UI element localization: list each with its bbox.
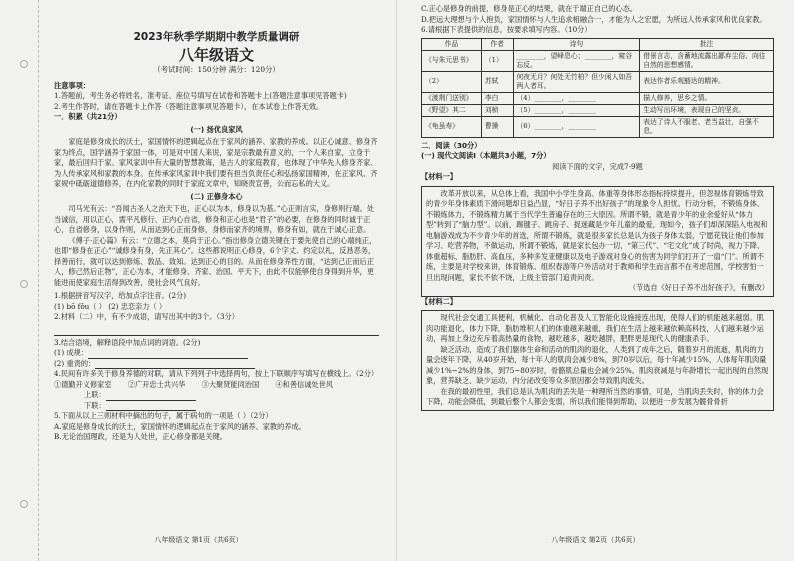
- option-c[interactable]: C.正心是修身的前提，修身是正心的结果，就在于端正自己的心态。: [421, 4, 637, 13]
- part-title: (二) 正修身本心: [190, 191, 243, 201]
- table-cell[interactable]: （6）________，________: [513, 116, 640, 137]
- table-row: [422, 116, 774, 137]
- material-title: 【材料二】: [421, 296, 457, 306]
- reading-heading: (一) 现代文阅读Ⅰ（本题共3小题，7分）: [421, 151, 551, 160]
- passage-text: 司马光有云：“吾闻古圣人之治天下也，正心以为本，修身以为基。”心正则言实，身修则行端。处当诚信，用以正心，需平凡修行、正内心自省，修身和正心也是“君子”的必要，在修身的同时诚于正心，自省修身，以身作则，从而达到心正而身修，身修而家齐的境界，修身有如，就在于诚心正意。: [54, 204, 375, 234]
- passage-text: 在我的最初性里，我们总是认为肌肉的丢失是一种理所当然的事情，可是，当肌肉丢失时，你的体力会下降，功能会降低，到最后整个人都会变弱，所以我们能得到帮助，以便进一步发展为髋骨骨折: [426, 386, 764, 406]
- table-row: [422, 92, 774, 104]
- table-cell: 借景言志，含蓄地流露出鄙弃尘俗、向往自然的思想感情。: [640, 50, 774, 71]
- table-cell: 《渡荆门送别》: [422, 92, 482, 104]
- table-cell: 苏轼: [481, 71, 513, 92]
- table-cell: 描人修养，思乡之情。: [640, 92, 774, 104]
- table-cell[interactable]: （4）________，________: [513, 92, 640, 104]
- table-header: 作品: [422, 38, 482, 50]
- question-1: 1.根据拼音写汉字，给加点字注音。(2分): [54, 291, 187, 300]
- part-title: (一) 扬优良家风: [190, 124, 243, 134]
- answer-line[interactable]: [106, 402, 196, 411]
- table-cell: 《龟虽寿》: [422, 116, 482, 137]
- page-footer: 八年级语文 第1页（共6页）: [154, 535, 243, 544]
- table-cell[interactable]: （1）: [481, 50, 513, 71]
- table-cell: 《野望》其二: [422, 104, 482, 116]
- question-4-options: [54, 380, 379, 391]
- passage-text: 缺乏活动，造成了我们躯体生命和活动的肌肉的退化，人类到了成年之后，随着岁月的流逝，肌肉的力量会逐年下降，从40岁开始，每十年人的肌肉会减少8%，到70岁以后，每十年减少15%，人体每年肌肉量减少1%~2%的身体，到75~80岁时，骨骼肌总量也会减少25%。肌肉衰减是与年龄增长一起出现的自然现象，营养缺乏、缺少运动、内分泌改变等众多原因都会导致肌肉流失。: [426, 344, 769, 385]
- question-6: 6.请根据下表提供的信息，按要求填写内容。（10分）: [421, 25, 592, 34]
- exam-time-info: （考试时间：150分钟 满分：120分）: [153, 65, 280, 74]
- table-row: [422, 104, 774, 116]
- passage-text: 《傅子·正心篇》有云：“立德之本，莫尚于正心。”指出修身立德关键在于要先使自己的心端纯正，也即“修身在正心”“诚修身有身，先正其心”。这些都说明正心修身，6个字丈、约定以礼，反恳恶务，择善而行，就可以达到修炼、敦品、致知。达到正心的目的。从而在修身养性方面，“达到己正而后正人，修己然后正物”，正心为本，才能修身、齐家、治国、平天下，由此不仅能够使自身得到升华，更能进而使家庭生活得到改善，使社会风气良好。: [54, 235, 377, 287]
- question-6-table: [421, 38, 774, 138]
- notice-title: 注意事项：: [54, 80, 90, 90]
- passage-text: 家庭是修身成长的沃土，家国情怀的逻辑起点在于家风的涵养、家教的养成。以正心诚意、修身齐家为终点，国学涵养于家国一体，可是对中国人来说，家是宗教最有意义的，一个人来自家，立身于家，最后回归于家。家风家训中有大量的智慧教诲，是古人的家庭教育，也体现了中华先人修身齐家、为人传承家风和家教的本身。在传承家风家训中我们要有担当负责任心和弘扬家国精神，在正家风、齐家规中砥砺道德修养，在内化家教的同时于家庭文章中，知晓责宣善，公而忘私的大义。: [54, 137, 378, 188]
- section-heading: 二．阅读（30分）: [421, 140, 482, 150]
- question-3-item: (2) 重责的：: [54, 358, 96, 368]
- table-cell[interactable]: ________，望峰息心；________，窥谷忘反。: [513, 50, 640, 71]
- passage-text: 改革开放以来，从总体上看，我国中小学生身高、体重等身体形态指标持续提升，但忽视体育锻炼导致的青少年身体素质下滑问题却日益凸显，“好日子养不出好孩子”的现象令人担忧。行动分析，不锻炼身体、不锻炼体力，不锻炼精力属于当代学生普遍存在的三大原因。所谓不锻，就是青少年的业余爱好从“体力型”转到了“脑力型”。以前，踢毽子、跳房子、捉迷藏是少年儿童的最爱，现如今，孩子们却深深陷入电视和电脑游戏成为不少青少年的首选，所谓不锻炼，就是很多家长总是认为孩子身体太弱，宁愿花钱让他们参加学习、吃营养物，不做运动，所谓不锻炼，就是家长包办一切，“第三代”、“宅文化”成了时尚，视力下降、体重超标、脂肪肝、高血压，多种多发亚健康以及电子游戏对身心的伤害为同学们打开了一扇“门”。所谓不练，主要是对学校来讲，体育锻炼、组织春游等户外活动对于教师和学生而言都不在考虑范围，学校害怕一旦出现问题，家长不依不饶，上级主管部门追责问责。: [426, 188, 768, 282]
- table-cell: 李白: [481, 92, 513, 104]
- table-cell: 生动写出环境，表现自己的坚贞。: [640, 104, 774, 116]
- notice-item: 1.答题前，考生务必将姓名、准考证、座位号填写在试卷和答题卡上(答题注意事项见答题卡): [54, 91, 347, 100]
- question-3: 3.结合语境，解释语段中加点词的词语。(2分): [54, 337, 201, 347]
- exam-title: 2023年秋季学期期中教学质量调研: [133, 31, 300, 43]
- reading-instruction: 阅读下面的文字，完成7-9题: [552, 161, 643, 171]
- answer-line[interactable]: [88, 350, 248, 359]
- question-5: 5.下面从以上三则材料中摘出的句子，属于病句的一项是（ ）（2分）: [54, 411, 273, 420]
- table-cell: 表达作者乐观豁达的精神。: [640, 71, 774, 92]
- table-header: 诗句: [513, 38, 640, 50]
- option-item: ①德勤开义修家室: [54, 379, 112, 389]
- table-cell: 何夜无月？何处无竹柏？但少闲人如吾两人者耳。: [513, 71, 640, 92]
- answer-line[interactable]: [95, 360, 255, 369]
- upper-couplet-label: 上联：: [84, 390, 106, 399]
- table-cell: 《与朱元思书》: [422, 50, 482, 71]
- table-header: 作者: [481, 38, 513, 50]
- question-4: 4.民间有许多关于修身养德的对联，请从下列列子中选择两句，按上下联顺序写填写在横线上。（2分）: [54, 369, 379, 378]
- section-heading: 一．积累（共21分）: [54, 112, 122, 121]
- table-header: 批注: [640, 38, 774, 50]
- table-row: [422, 50, 774, 71]
- table-cell[interactable]: （2）: [422, 71, 482, 92]
- option-item: ④和善信诚处世风: [275, 379, 333, 389]
- table-cell: 曹操: [481, 116, 513, 137]
- question-2: 2.材料（二）中，有不少成语，请写出其中的3个。（3分）: [54, 312, 239, 321]
- material-one-box: [421, 186, 774, 297]
- table-row: [422, 71, 774, 92]
- subject-title: 八年级语文: [178, 45, 254, 64]
- question-3-item: (1) 成规：: [54, 348, 89, 357]
- lower-couplet-label: 下联：: [84, 400, 106, 410]
- option-b[interactable]: B.无论治国理政，还是为人处世，正心修身都是关键。: [54, 432, 227, 441]
- question-1-items: (1) bō fǒu（ ） (2) 忠恋亲力（ ）: [54, 301, 167, 311]
- answer-line[interactable]: [54, 326, 379, 336]
- answer-line[interactable]: [106, 392, 196, 401]
- passage-text: 现代社会交通工具便利，机械化、自动化普及人工智能化设施接连出现，使得人们的机能越来越弱。肌肉功能退化，体力下降，脂肪堆积人们的体重越来越重，我们在生活上越来越依赖高科技，人们越来越少运动，再加上身边充斥着高热量的食物，越吃越多，越吃越胖，肥胖更是现代人的健康杀手。: [426, 313, 764, 343]
- notice-item: 2.考生作答时，请在答题卡上作答（答题注意事项见答题卡），在本试卷上作答无效。: [54, 101, 324, 111]
- table-cell[interactable]: （5）________，________: [513, 104, 640, 116]
- option-item: ②广开忠士共兴华: [127, 379, 186, 389]
- page-footer: 八年级语文 第2页（共6页）: [551, 535, 640, 544]
- table-cell: 表达了诗人不服老、老当益壮，自强不息。: [640, 116, 774, 137]
- material-title: 【材料一】: [421, 172, 457, 181]
- option-item: ③大聚贤能同治国: [201, 379, 260, 389]
- option-d[interactable]: D.把远大理想与个人抱负，家国情怀与人生追求相融合一，才能为人之宏愿，为所远人传承家风和优良家教。: [421, 14, 767, 24]
- option-a[interactable]: A.家庭是修身成长的沃土，家国情怀的逻辑起点在于家风的涵养、家教的养成。: [54, 421, 306, 431]
- page-two: [397, 0, 794, 561]
- material-two-box: [421, 310, 774, 411]
- source-citation: （节选自《好日子养不出好孩子》，有删改）: [628, 283, 769, 292]
- table-cell: 刘桢: [481, 104, 513, 116]
